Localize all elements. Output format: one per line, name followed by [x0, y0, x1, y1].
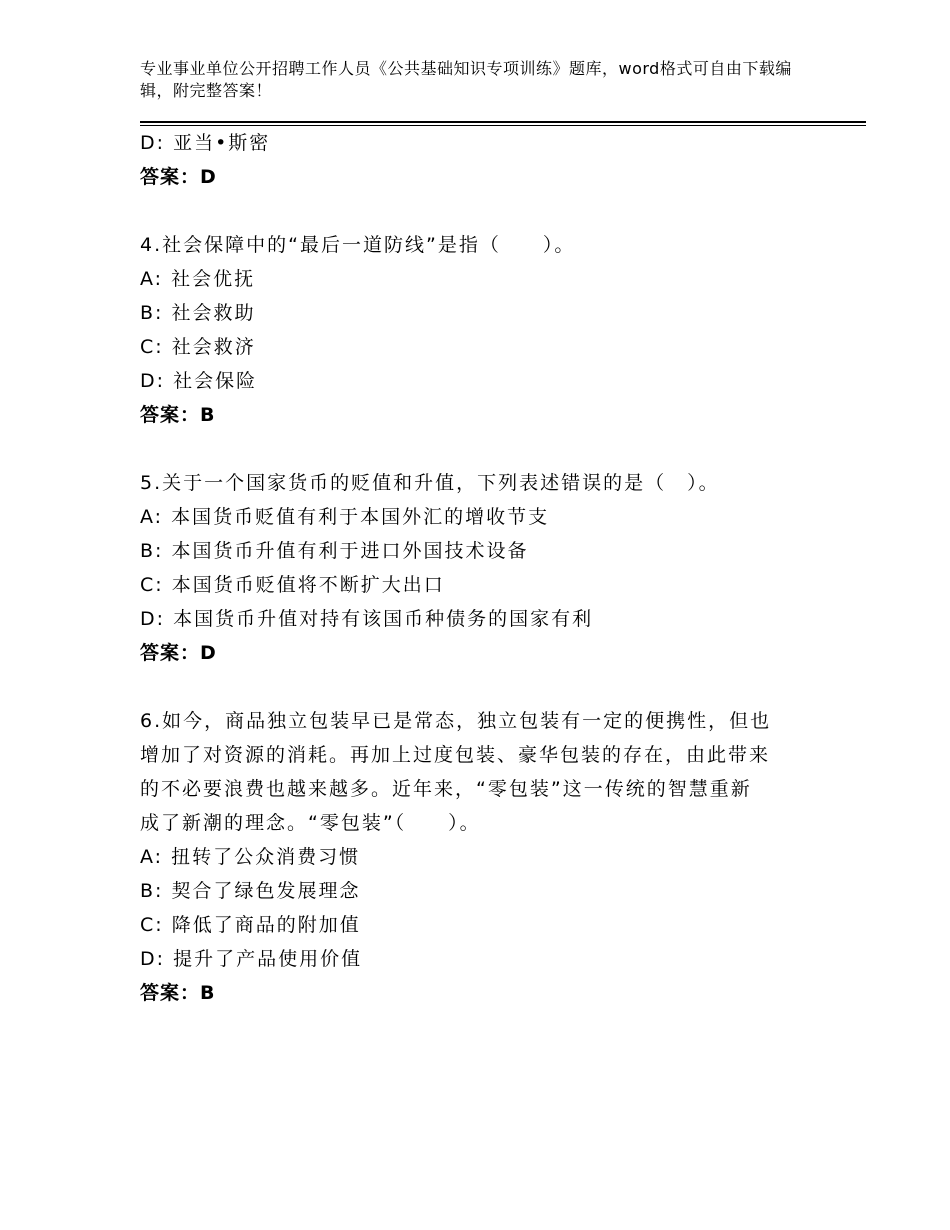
question-6-stem-line-4: 成了新潮的理念。“零包装”（ ）。	[140, 812, 481, 834]
question-6-option-c: C: 降低了商品的附加值	[140, 914, 361, 936]
spacer	[140, 432, 820, 466]
question-5-option-b: B: 本国货币升值有利于进口外国技术设备	[140, 540, 529, 562]
question-4-answer: 答案：B	[140, 404, 216, 426]
header-rule-thick	[140, 121, 866, 123]
question-6-option-b: B: 契合了绿色发展理念	[140, 880, 361, 902]
question-6-stem-line-2: 增加了对资源的消耗。再加上过度包装、豪华包装的存在，由此带来	[140, 744, 771, 766]
question-5-option-a: A: 本国货币贬值有利于本国外汇的增收节支	[140, 506, 550, 528]
question-6-option-a: A: 扭转了公众消费习惯	[140, 846, 361, 868]
question-4-stem: 4.社会保障中的“最后一道防线”是指（ ）。	[140, 234, 576, 256]
question-4-option-a: A: 社会优抚	[140, 268, 256, 290]
question-4-option-c: C: 社会救济	[140, 336, 256, 358]
spacer	[140, 670, 820, 704]
spacer	[140, 194, 820, 228]
document-header: 专业事业单位公开招聘工作人员《公共基础知识专项训练》题库，word格式可自由下载编辑，附完整答案！	[140, 59, 792, 100]
question-6-option-d: D: 提升了产品使用价值	[140, 948, 363, 970]
question-5-stem: 5.关于一个国家货币的贬值和升值，下列表述错误的是（ ）。	[140, 472, 720, 494]
question-5-option-c: C: 本国货币贬值将不断扩大出口	[140, 574, 445, 596]
question-4-option-d: D: 社会保险	[140, 370, 258, 392]
question-5-option-d: D: 本国货币升值对持有该国币种债务的国家有利	[140, 608, 594, 630]
question-6-answer: 答案：B	[140, 982, 216, 1004]
prev-answer: 答案：D	[140, 166, 217, 188]
question-6-stem-line-1: 6.如今，商品独立包装早已是常态，独立包装有一定的便携性，但也	[140, 710, 772, 732]
prev-option-d: D: 亚当•斯密	[140, 132, 271, 154]
question-4-option-b: B: 社会救助	[140, 302, 256, 324]
question-content	[140, 126, 820, 1010]
question-5-answer: 答案：D	[140, 642, 217, 664]
question-6-stem-line-3: 的不必要浪费也越来越多。近年来，“零包装”这一传统的智慧重新	[140, 778, 752, 800]
